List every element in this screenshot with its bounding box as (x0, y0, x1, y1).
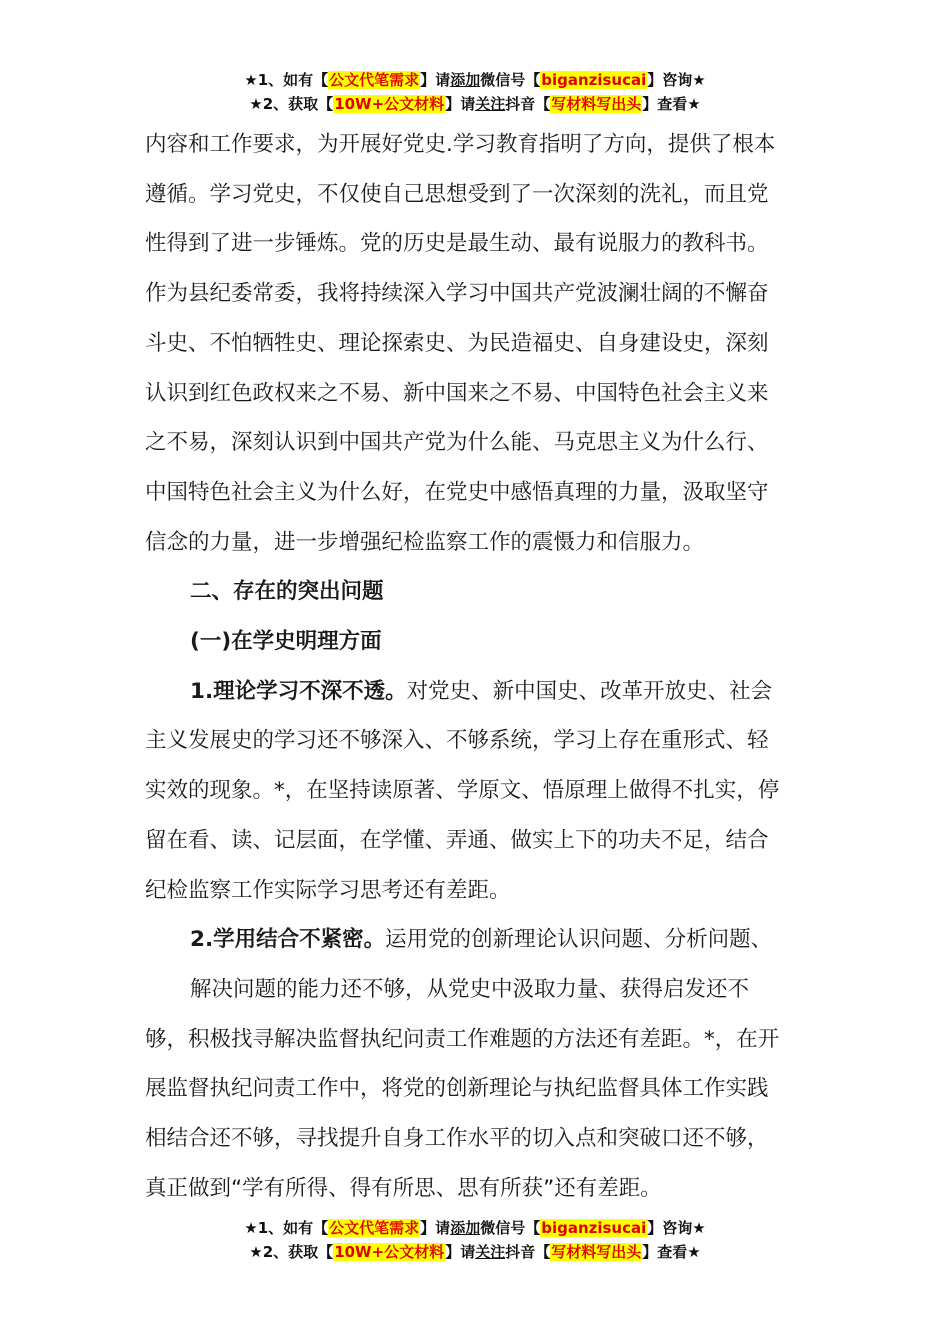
body-line: 相结合还不够，寻找提升自身工作水平的切入点和突破口还不够， (145, 1126, 769, 1152)
body-line: 纪检监察工作实际学习思考还有差距。 (145, 877, 511, 903)
item-2-first-line: 2.学用结合不紧密。运用党的创新理论认识问题、分析问题、 (190, 927, 773, 953)
body-line: 展监督执纪问责工作中，将党的创新理论与执纪监督具体工作实践 (145, 1076, 769, 1102)
body-line: 够，积极找寻解决监督执纪问责工作难题的方法还有差距。*，在开 (145, 1026, 780, 1052)
bottom-banner (0, 1216, 950, 1264)
item-1-first-line: 1.理论学习不深不透。对党史、新中国史、改革开放史、社会 (190, 678, 773, 704)
banner-line-2: ★2、获取【10W+公文材料】请关注抖音【写材料写出头】查看★ (249, 1243, 701, 1261)
body-line: 中国特色社会主义为什么好，在党史中感悟真理的力量，汲取坚守 (145, 479, 769, 505)
subsection-heading: (一)在学史明理方面 (190, 629, 382, 655)
body-line: 遵循。学习党史，不仅使自己思想受到了一次深刻的洗礼，而且党 (145, 181, 769, 207)
banner-highlight-service: 公文代笔需求 (329, 71, 420, 89)
body-line: 性得到了进一步锤炼。党的历史是最生动、最有说服力的教科书。 (145, 231, 769, 257)
banner-highlight-wechat-id: biganzisucai (541, 71, 647, 89)
banner-line-1: ★1、如有【公文代笔需求】请添加微信号【biganzisucai】咨询★ (244, 1219, 706, 1237)
body-line: 之不易，深刻认识到中国共产党为什么能、马克思主义为什么行、 (145, 430, 769, 456)
body-line: 作为县纪委常委，我将持续深入学习中国共产党波澜壮阔的不懈奋 (145, 281, 769, 307)
body-line: 内容和工作要求，为开展好党史.学习教育指明了方向，提供了根本 (145, 132, 776, 157)
body-line: 斗史、不怕牺牲史、理论探索史、为民造福史、自身建设史，深刻 (145, 330, 769, 356)
body-line: 解决问题的能力还不够，从党史中汲取力量、获得启发还不 (190, 976, 750, 1002)
banner-line-2: ★2、获取【10W+公文材料】请关注抖音【写材料写出头】查看★ (249, 95, 701, 113)
section-heading: 二、存在的突出问题 (190, 579, 384, 605)
body-line: 主义发展史的学习还不够深入、不够系统，学习上存在重形式、轻 (145, 728, 769, 754)
body-line: 真正做到“学有所得、得有所思、思有所获”还有差距。 (145, 1175, 662, 1201)
banner-highlight-wechat-id: biganzisucai (541, 1219, 647, 1237)
banner-highlight-douyin: 写材料写出头 (551, 95, 642, 113)
banner-highlight-materials: 10W+公文材料 (334, 95, 445, 113)
item-2-title: 2.学用结合不紧密。 (190, 927, 386, 953)
body-line: 留在看、读、记层面，在学懂、弄通、做实上下的功夫不足，结合 (145, 827, 769, 853)
item-1-title: 1.理论学习不深不透。 (190, 678, 407, 704)
banner-highlight-douyin: 写材料写出头 (551, 1243, 642, 1261)
banner-highlight-materials: 10W+公文材料 (334, 1243, 445, 1261)
top-banner (0, 68, 950, 116)
banner-highlight-service: 公文代笔需求 (329, 1219, 420, 1237)
document-body (145, 120, 810, 1213)
banner-line-1: ★1、如有【公文代笔需求】请添加微信号【biganzisucai】咨询★ (244, 71, 706, 89)
body-line: 信念的力量，进一步增强纪检监察工作的震慑力和信服力。 (145, 529, 705, 555)
body-line: 实效的现象。*，在坚持读原著、学原文、悟原理上做得不扎实，停 (145, 778, 780, 804)
body-line: 认识到红色政权来之不易、新中国来之不易、中国特色社会主义来 (145, 380, 769, 406)
